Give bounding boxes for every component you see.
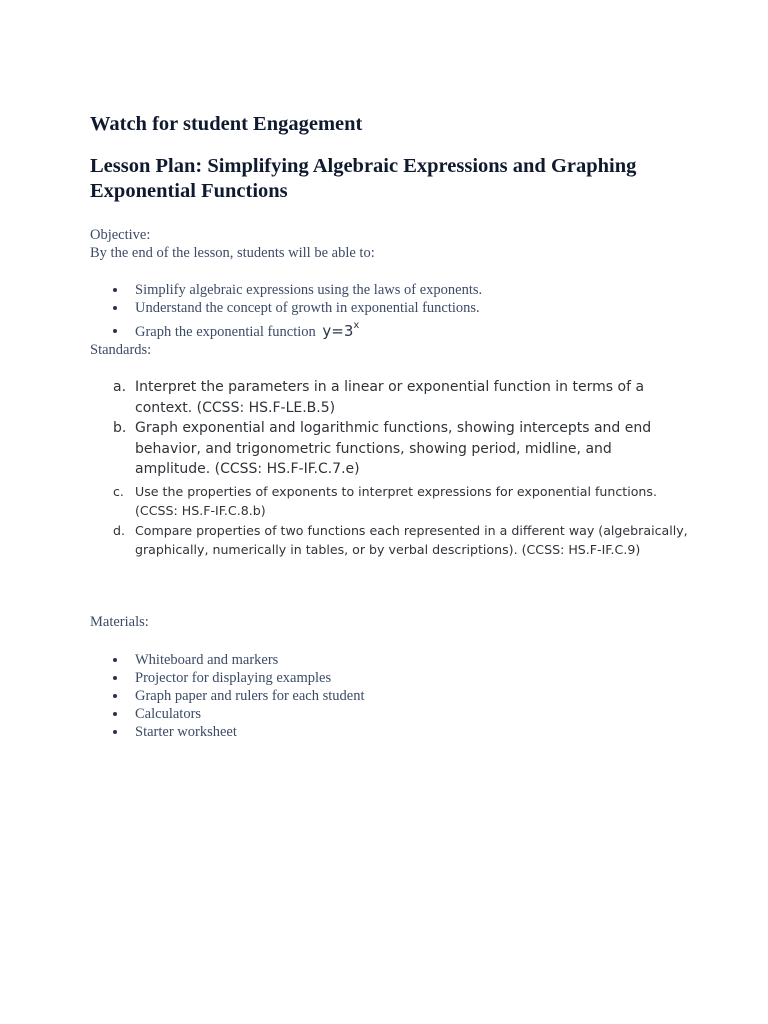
list-item <box>90 705 365 723</box>
materials-list <box>90 651 365 741</box>
standard-text: Graph exponential and logarithmic functions, showing intercepts and end behavior, and trigonometric functions, showing period, midline, and amplitude. (CCSS: HS.F-IF.C.7.e) <box>135 420 652 477</box>
material-item-text: Calculators <box>135 706 202 722</box>
list-item <box>90 377 690 418</box>
objective-item-text: Understand the concept of growth in exponential functions. <box>135 300 480 316</box>
bullet-icon <box>113 730 117 734</box>
list-marker: c. <box>113 483 124 499</box>
list-item <box>90 418 690 480</box>
list-item <box>90 723 365 741</box>
objective-item-text: Graph the exponential function <box>135 324 316 340</box>
material-item-text: Starter worksheet <box>135 724 237 740</box>
bullet-icon <box>113 329 117 333</box>
formula-exponent: x <box>353 320 360 331</box>
standard-text: Compare properties of two functions each represented in a different way (algebraically, graphically, numerically in tables, or by verbal descriptions). (CCSS: HS.F-IF.C.9) <box>135 522 688 557</box>
list-item <box>90 299 482 317</box>
standards-list <box>90 377 690 560</box>
materials-label: Materials: <box>90 614 149 630</box>
bullet-icon <box>113 712 117 716</box>
list-item <box>90 482 690 521</box>
list-marker: d. <box>113 522 125 538</box>
bullet-icon <box>113 694 117 698</box>
list-marker: a. <box>113 379 127 395</box>
objective-item-text: Simplify algebraic expressions using the laws of exponents. <box>135 282 483 298</box>
list-item <box>90 281 482 299</box>
objective-intro: By the end of the lesson, students will be able to: <box>90 245 375 261</box>
page-heading: Watch for student Engagement <box>90 113 363 135</box>
standard-text: Use the properties of exponents to interpret expressions for exponential functions. (CCSS: HS.F-IF.C.8.b) <box>135 483 657 518</box>
bullet-icon <box>113 658 117 662</box>
material-item-text: Whiteboard and markers <box>135 652 279 668</box>
lesson-title: Lesson Plan: Simplifying Algebraic Expressions and Graphing Exponential Functions <box>90 155 637 202</box>
standard-text: Interpret the parameters in a linear or exponential function in terms of a context. (CCSS: HS.F-LE.B.5) <box>135 379 645 416</box>
bullet-icon <box>113 676 117 680</box>
material-item-text: Projector for displaying examples <box>135 670 332 686</box>
standards-label: Standards: <box>90 342 152 358</box>
formula-base: y=3 <box>322 322 354 340</box>
material-item-text: Graph paper and rulers for each student <box>135 688 365 704</box>
bullet-icon <box>113 288 117 292</box>
objective-list <box>90 281 482 341</box>
bullet-icon <box>113 306 117 310</box>
list-item <box>90 669 365 687</box>
list-marker: b. <box>113 420 127 436</box>
formula <box>322 322 359 340</box>
list-item <box>90 322 482 341</box>
objective-label: Objective: <box>90 227 151 243</box>
list-item <box>90 521 690 560</box>
list-item <box>90 651 365 669</box>
list-item <box>90 687 365 705</box>
